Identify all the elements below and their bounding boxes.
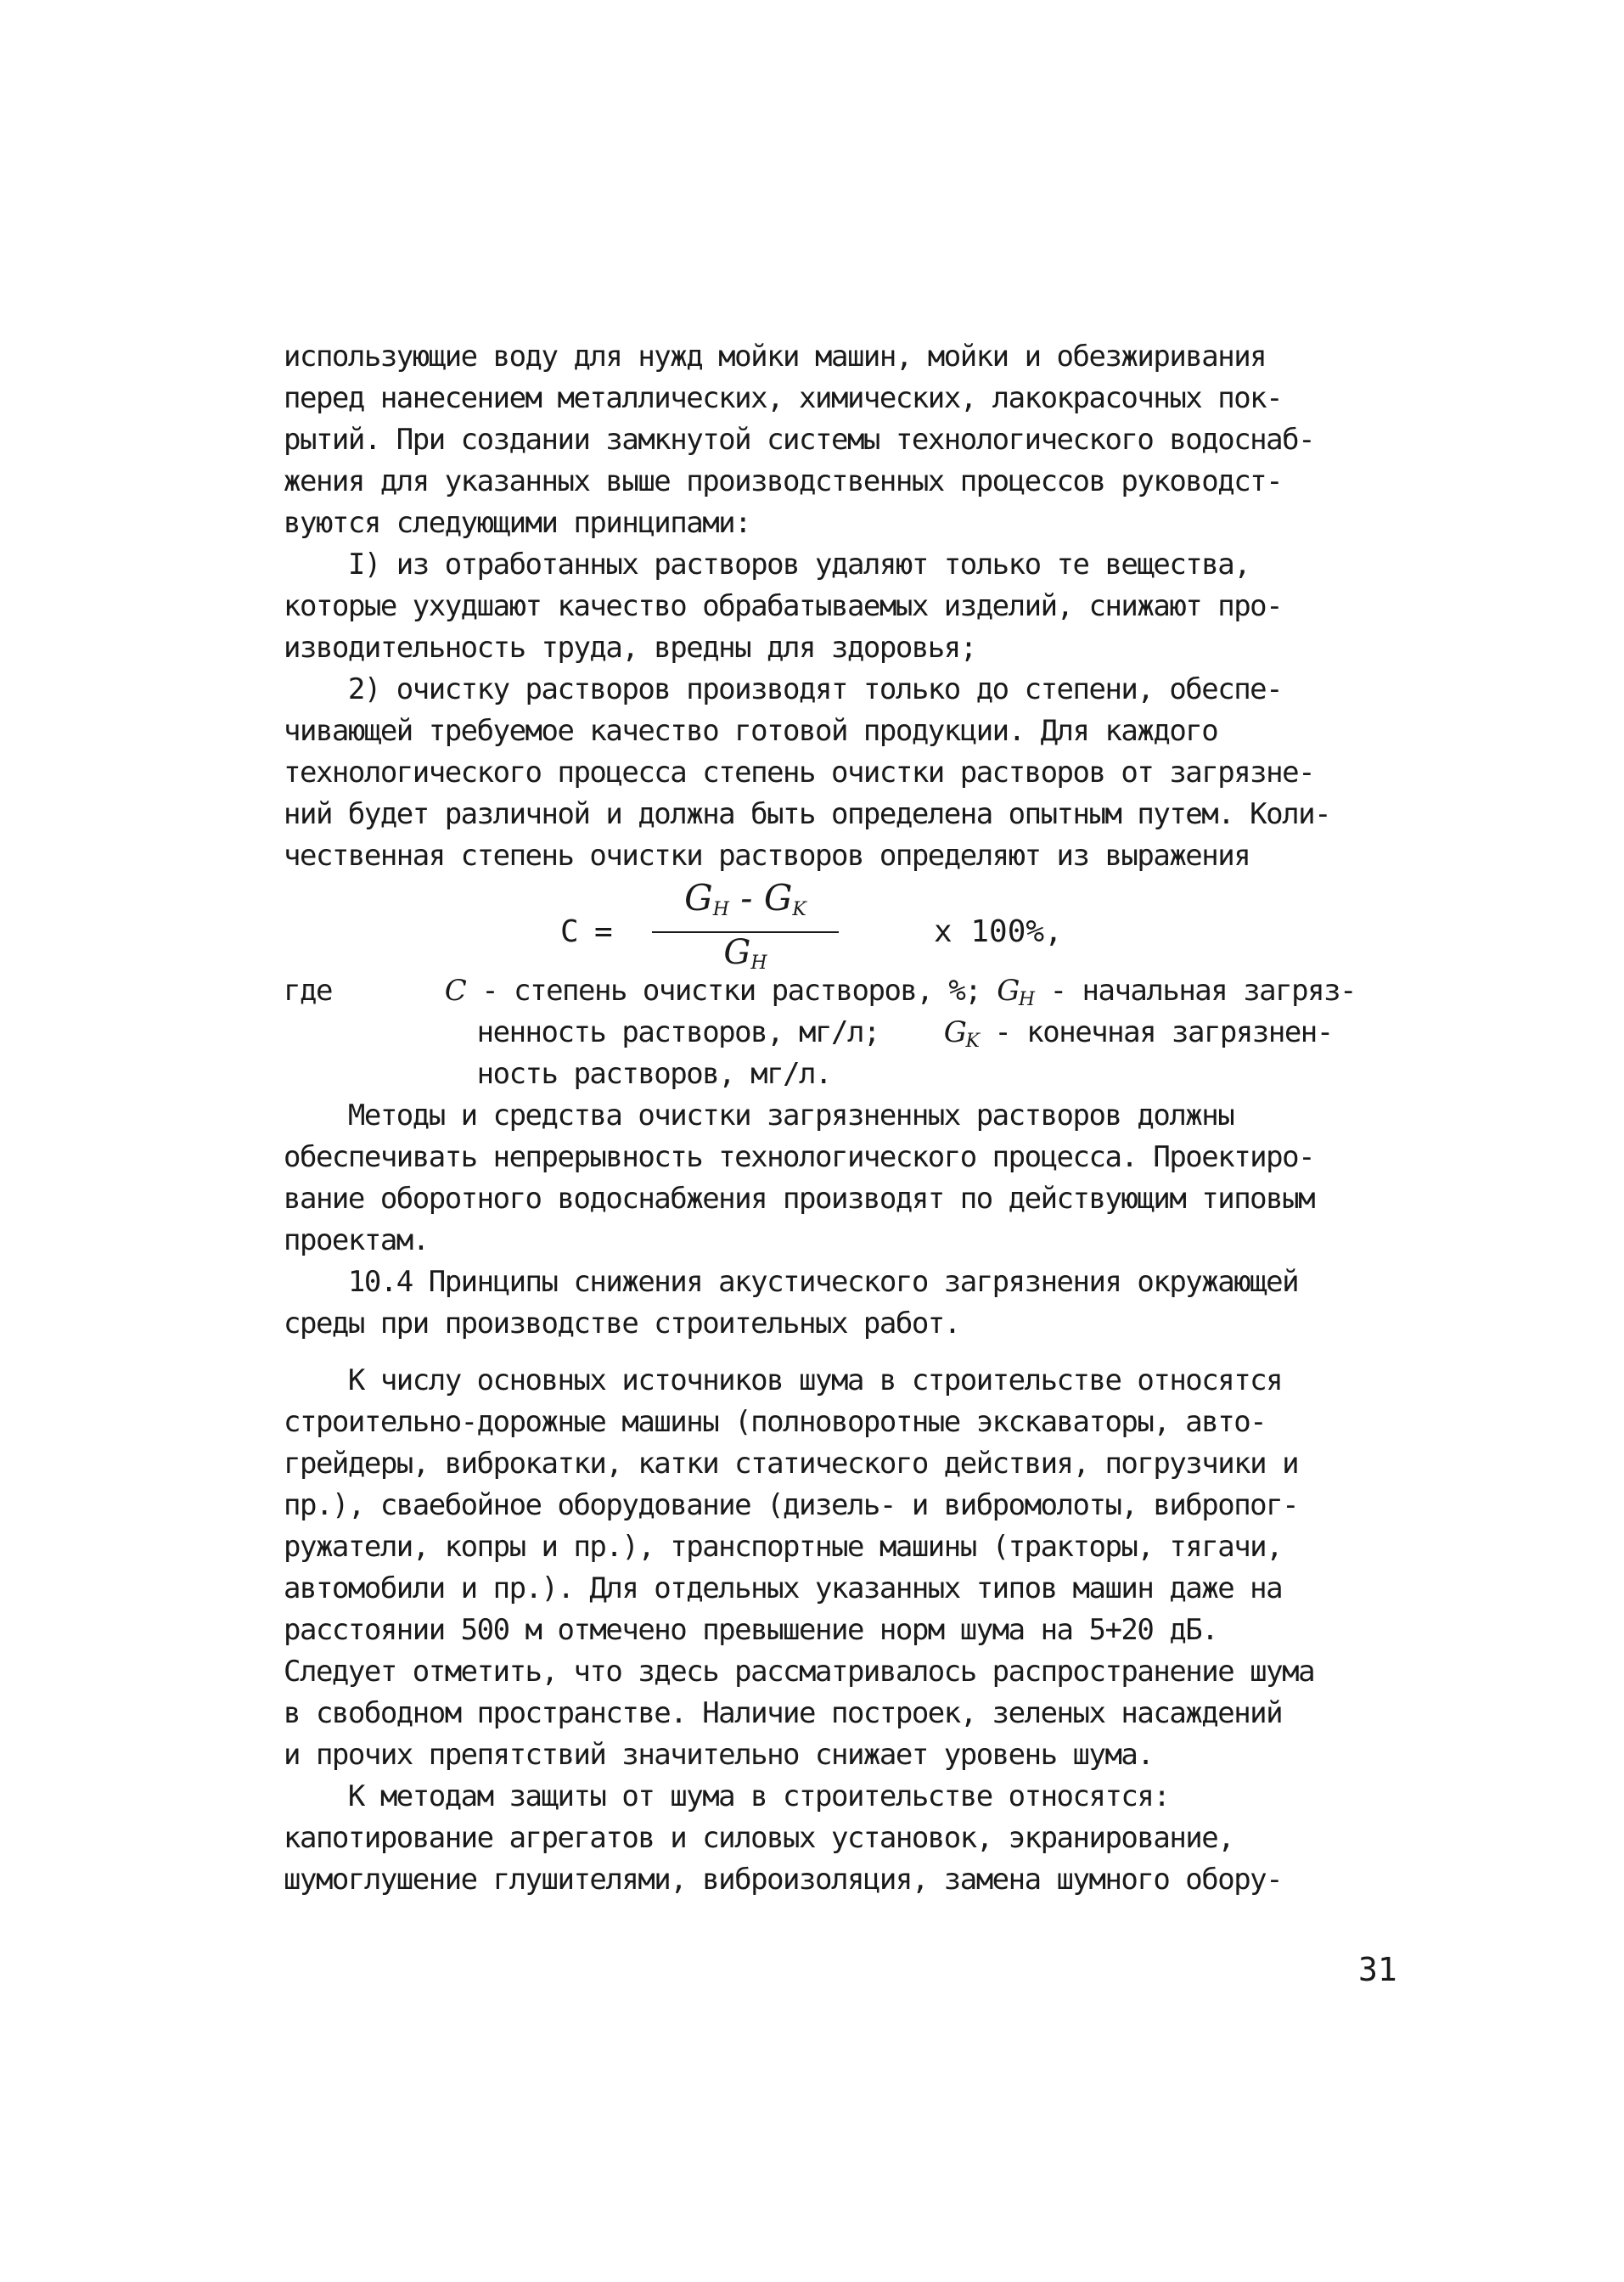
spacer: [284, 1345, 1356, 1360]
text-line: технологического процесса степень очистки растворов от загрязне-: [284, 756, 1315, 790]
section-heading: среды при производстве строительных работ.: [284, 1307, 960, 1341]
text-line: обеспечивать непрерывность технологического процесса. Проектиро-: [284, 1140, 1315, 1174]
text-line: перед нанесением металлических, химических, лакокрасочных пок-: [284, 381, 1283, 415]
text-line: изводительность труда, вредны для здоровья;: [284, 631, 976, 665]
page-number: 31: [1358, 1951, 1397, 1988]
text-line: строительно-дорожные машины (полноворотные экскаваторы, авто-: [284, 1405, 1267, 1439]
text-line: которые ухудшают качество обрабатываемых изделий, снижают про-: [284, 589, 1283, 623]
text-line: Следует отметить, что здесь рассматривалось распространение шума: [284, 1655, 1315, 1689]
text-block-top: [284, 336, 1421, 877]
formula-numerator: $G_H - G_K$: [684, 877, 806, 920]
text-line: грейдеры, виброкатки, катки статического действия, погрузчики и: [284, 1447, 1299, 1481]
text-line: автомобили и пр.). Для отдельных указанных типов машин даже на: [284, 1571, 1283, 1605]
text-line: К методам защиты от шума в строительстве относятся:: [284, 1779, 1170, 1813]
text-line: ружатели, копры и пр.), транспортные машины (тракторы, тягачи,: [284, 1530, 1283, 1564]
text-line: вание оборотного водоснабжения производят по действующим типовым: [284, 1182, 1315, 1216]
formula-multiplier: x 100%,: [934, 914, 1063, 949]
text-line: I) из отработанных растворов удаляют только те вещества,: [284, 548, 1250, 582]
legend-line-3: ность растворов, мг/л.: [476, 1057, 831, 1091]
text-line: жения для указанных выше производственных процессов руководст-: [284, 464, 1283, 498]
text-line: расстоянии 500 м отмечено превышение норм шума на 5+20 дБ.: [284, 1613, 1218, 1647]
text-line: использующие воду для нужд мойки машин, мойки и обезжиривания: [284, 340, 1267, 374]
text-line: капотирование агрегатов и силовых установок, экранирование,: [284, 1821, 1234, 1855]
text-line: в свободном пространстве. Наличие построек, зеленых насаждений: [284, 1696, 1283, 1730]
formula-legend: [284, 970, 1356, 1901]
text-line: проектам.: [284, 1223, 429, 1257]
formula-lhs: C: [560, 914, 579, 949]
text-line: чивающей требуемое качество готовой продукции. Для каждого: [284, 714, 1218, 748]
text-line: вуются следующими принципами:: [284, 506, 751, 540]
text-line: ний будет различной и должна быть определена опытным путем. Коли-: [284, 797, 1331, 831]
text-line: пр.), сваебойное оборудование (дизель- и вибромолоты, вибропог-: [284, 1488, 1299, 1522]
text-line: и прочих препятствий значительно снижает уровень шума.: [284, 1738, 1154, 1772]
text-line: чественная степень очистки растворов определяют из выражения: [284, 839, 1250, 873]
section-heading: 10.4 Принципы снижения акустического загрязнения окружающей: [284, 1265, 1299, 1299]
legend-line-2: ненность растворов, мг/л; $G_K$ - конечная загрязнен-: [476, 1015, 1333, 1052]
formula-denominator: $G_H$: [723, 933, 767, 974]
text-line: рытий. При создании замкнутой системы технологического водоснаб-: [284, 423, 1315, 457]
text-line: шумоглушение глушителями, виброизоляция, замена шумного обору-: [284, 1863, 1283, 1897]
formula-equals: =: [594, 914, 613, 949]
legend-line-1: где C - степень очистки растворов, %; $G_H$ - начальная загряз-: [284, 974, 1357, 1010]
text-line: К числу основных источников шума в строительстве относятся: [284, 1363, 1283, 1397]
text-line: 2) очистку растворов производят только до степени, обеспе-: [284, 672, 1283, 706]
formula: [560, 879, 1104, 981]
text-line: Методы и средства очистки загрязненных растворов должны: [284, 1099, 1234, 1133]
